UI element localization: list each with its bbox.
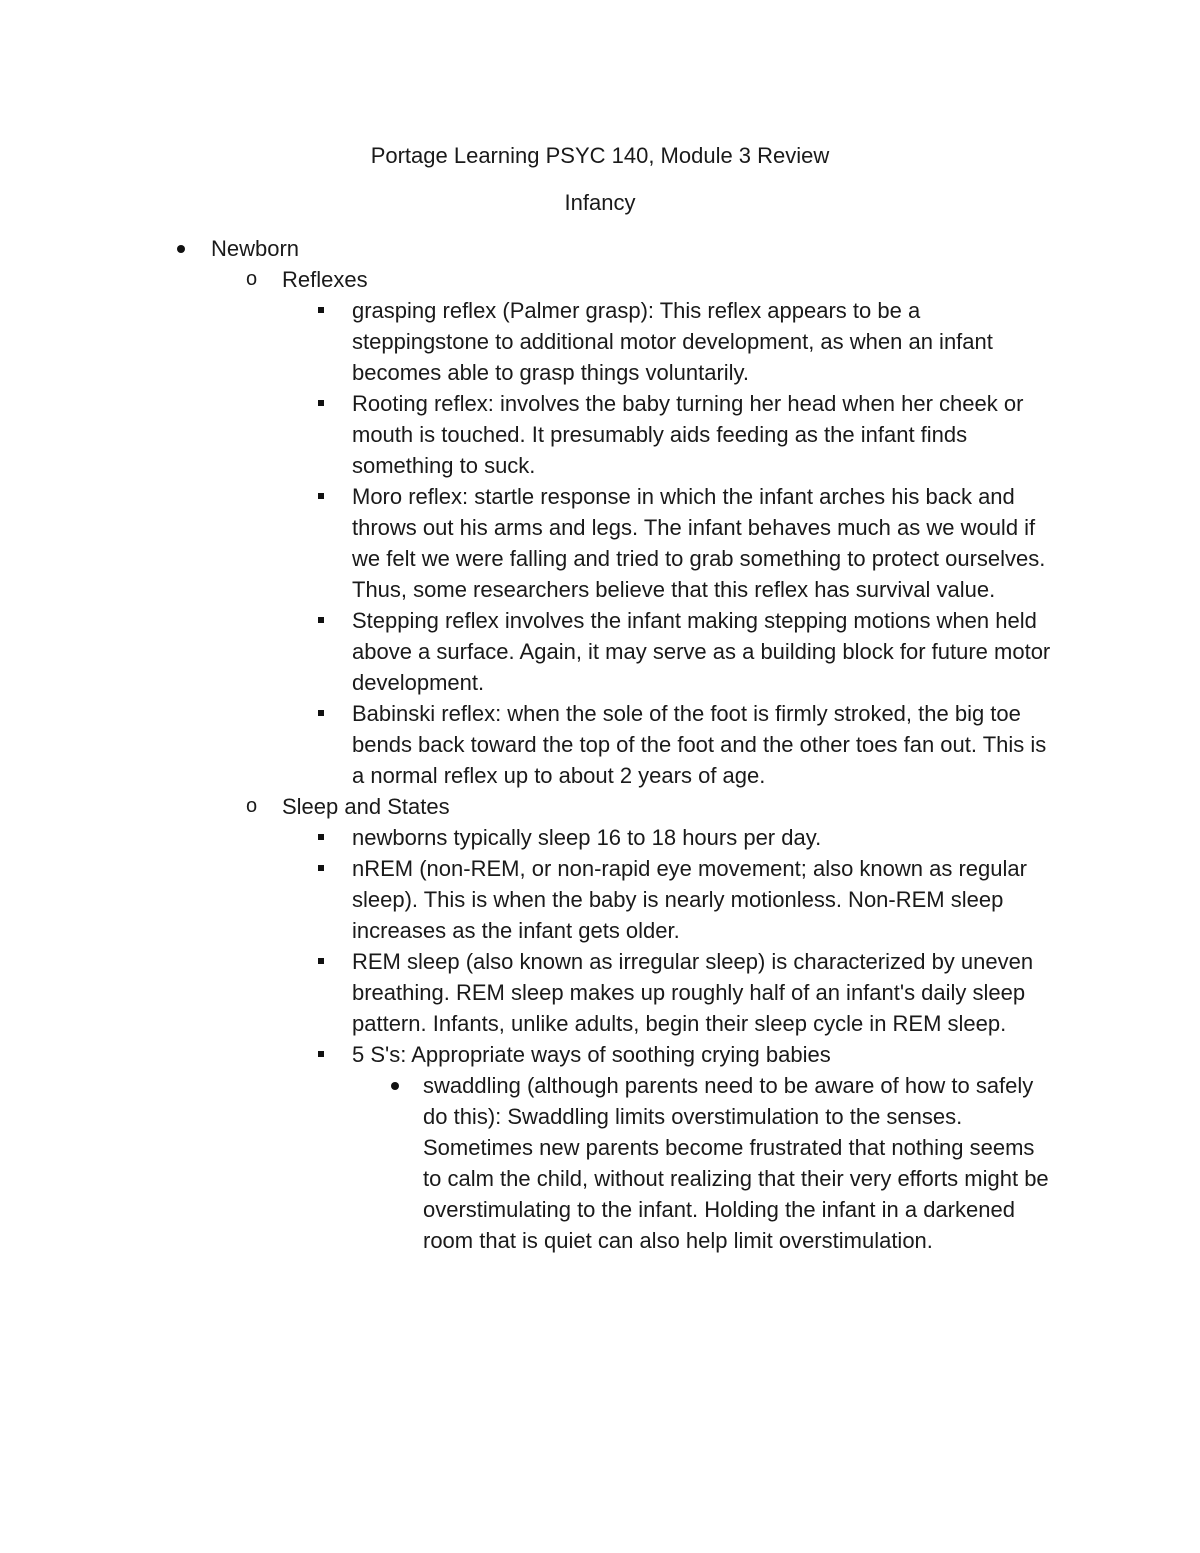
list-item [0, 481, 1052, 605]
section-heading: Newborn [211, 236, 300, 261]
list-item [0, 1039, 1052, 1256]
list-item-sleep-and-states [0, 791, 1200, 1256]
list-item [0, 605, 1052, 698]
subsection-heading: Sleep and States [282, 794, 450, 819]
bullet-square-icon [318, 295, 324, 326]
list-item-text: newborns typically sleep 16 to 18 hours per day. [352, 825, 822, 850]
subsection-heading: Reflexes [282, 267, 368, 292]
outline-list [0, 233, 1200, 1256]
bullet-square-icon [318, 698, 324, 729]
bullet-square-icon [318, 388, 324, 419]
list-item [0, 698, 1052, 791]
bullet-square-icon [318, 605, 324, 636]
bullet-square-icon [318, 481, 324, 512]
document-body [0, 233, 1200, 1256]
bullet-dot-icon [388, 1070, 402, 1101]
list-item [0, 822, 1052, 853]
list-item [0, 388, 1052, 481]
sleep-list [0, 822, 1200, 1256]
list-item-text: 5 S's: Appropriate ways of soothing crying babies [352, 1042, 831, 1067]
document-subtitle: Infancy [564, 190, 636, 215]
list-item-text: Rooting reflex: involves the baby turning her head when her cheek or mouth is touched. It presumably aids feeding as the infant finds something to suck. [352, 391, 1024, 478]
bullet-square-icon [318, 853, 324, 884]
bullet-square-icon [318, 1039, 324, 1070]
list-item-text: Moro reflex: startle response in which the infant arches his back and throws out his arms and legs. The infant behaves much as we would if we felt we were falling and tried to grab something to protect ourselves. Thus, some researchers believe that this reflex has survival value. [352, 484, 1046, 602]
bullet-dot-icon [174, 233, 188, 264]
list-item [0, 853, 1052, 946]
soothing-list [0, 1070, 1052, 1256]
subsection-list [0, 264, 1200, 1256]
bullet-square-icon [318, 946, 324, 977]
list-item-text: nREM (non-REM, or non-rapid eye movement; also known as regular sleep). This is when the baby is nearly motionless. Non-REM sleep increases as the infant gets older. [352, 856, 1027, 943]
list-item-text: grasping reflex (Palmer grasp): This reflex appears to be a steppingstone to additional motor development, as when an infant becomes able to grasp things voluntarily. [352, 298, 993, 385]
document-title: Portage Learning PSYC 140, Module 3 Review [370, 143, 830, 168]
list-item [0, 946, 1052, 1039]
list-item-text: Stepping reflex involves the infant making stepping motions when held above a surface. Again, it may serve as a building block for future motor development. [352, 608, 1051, 695]
bullet-circle-icon: o [246, 795, 258, 817]
list-item [0, 1070, 1053, 1256]
bullet-circle-icon: o [246, 268, 258, 290]
list-item-text: swaddling (although parents need to be aware of how to safely do this): Swaddling limits overstimulation to the senses. Sometimes new parents become frustrated that nothing seems to calm the child, without realizing that their very efforts might be overstimulating to the infant. Holding the infant in a darkened room that is quiet can also help limit overstimulation. [423, 1073, 1049, 1253]
list-item-text: Babinski reflex: when the sole of the foot is firmly stroked, the big toe bends back toward the top of the foot and the other toes fan out. This is a normal reflex up to about 2 years of age. [352, 701, 1047, 788]
reflex-list [0, 295, 1200, 791]
list-item-reflexes [0, 264, 1200, 791]
list-item [0, 295, 1052, 388]
bullet-square-icon [318, 822, 324, 853]
list-item-text: REM sleep (also known as irregular sleep) is characterized by uneven breathing. REM sleep makes up roughly half of an infant's daily sleep pattern. Infants, unlike adults, begin their sleep cycle in REM sleep. [352, 949, 1034, 1036]
list-item-newborn [0, 233, 1200, 1256]
